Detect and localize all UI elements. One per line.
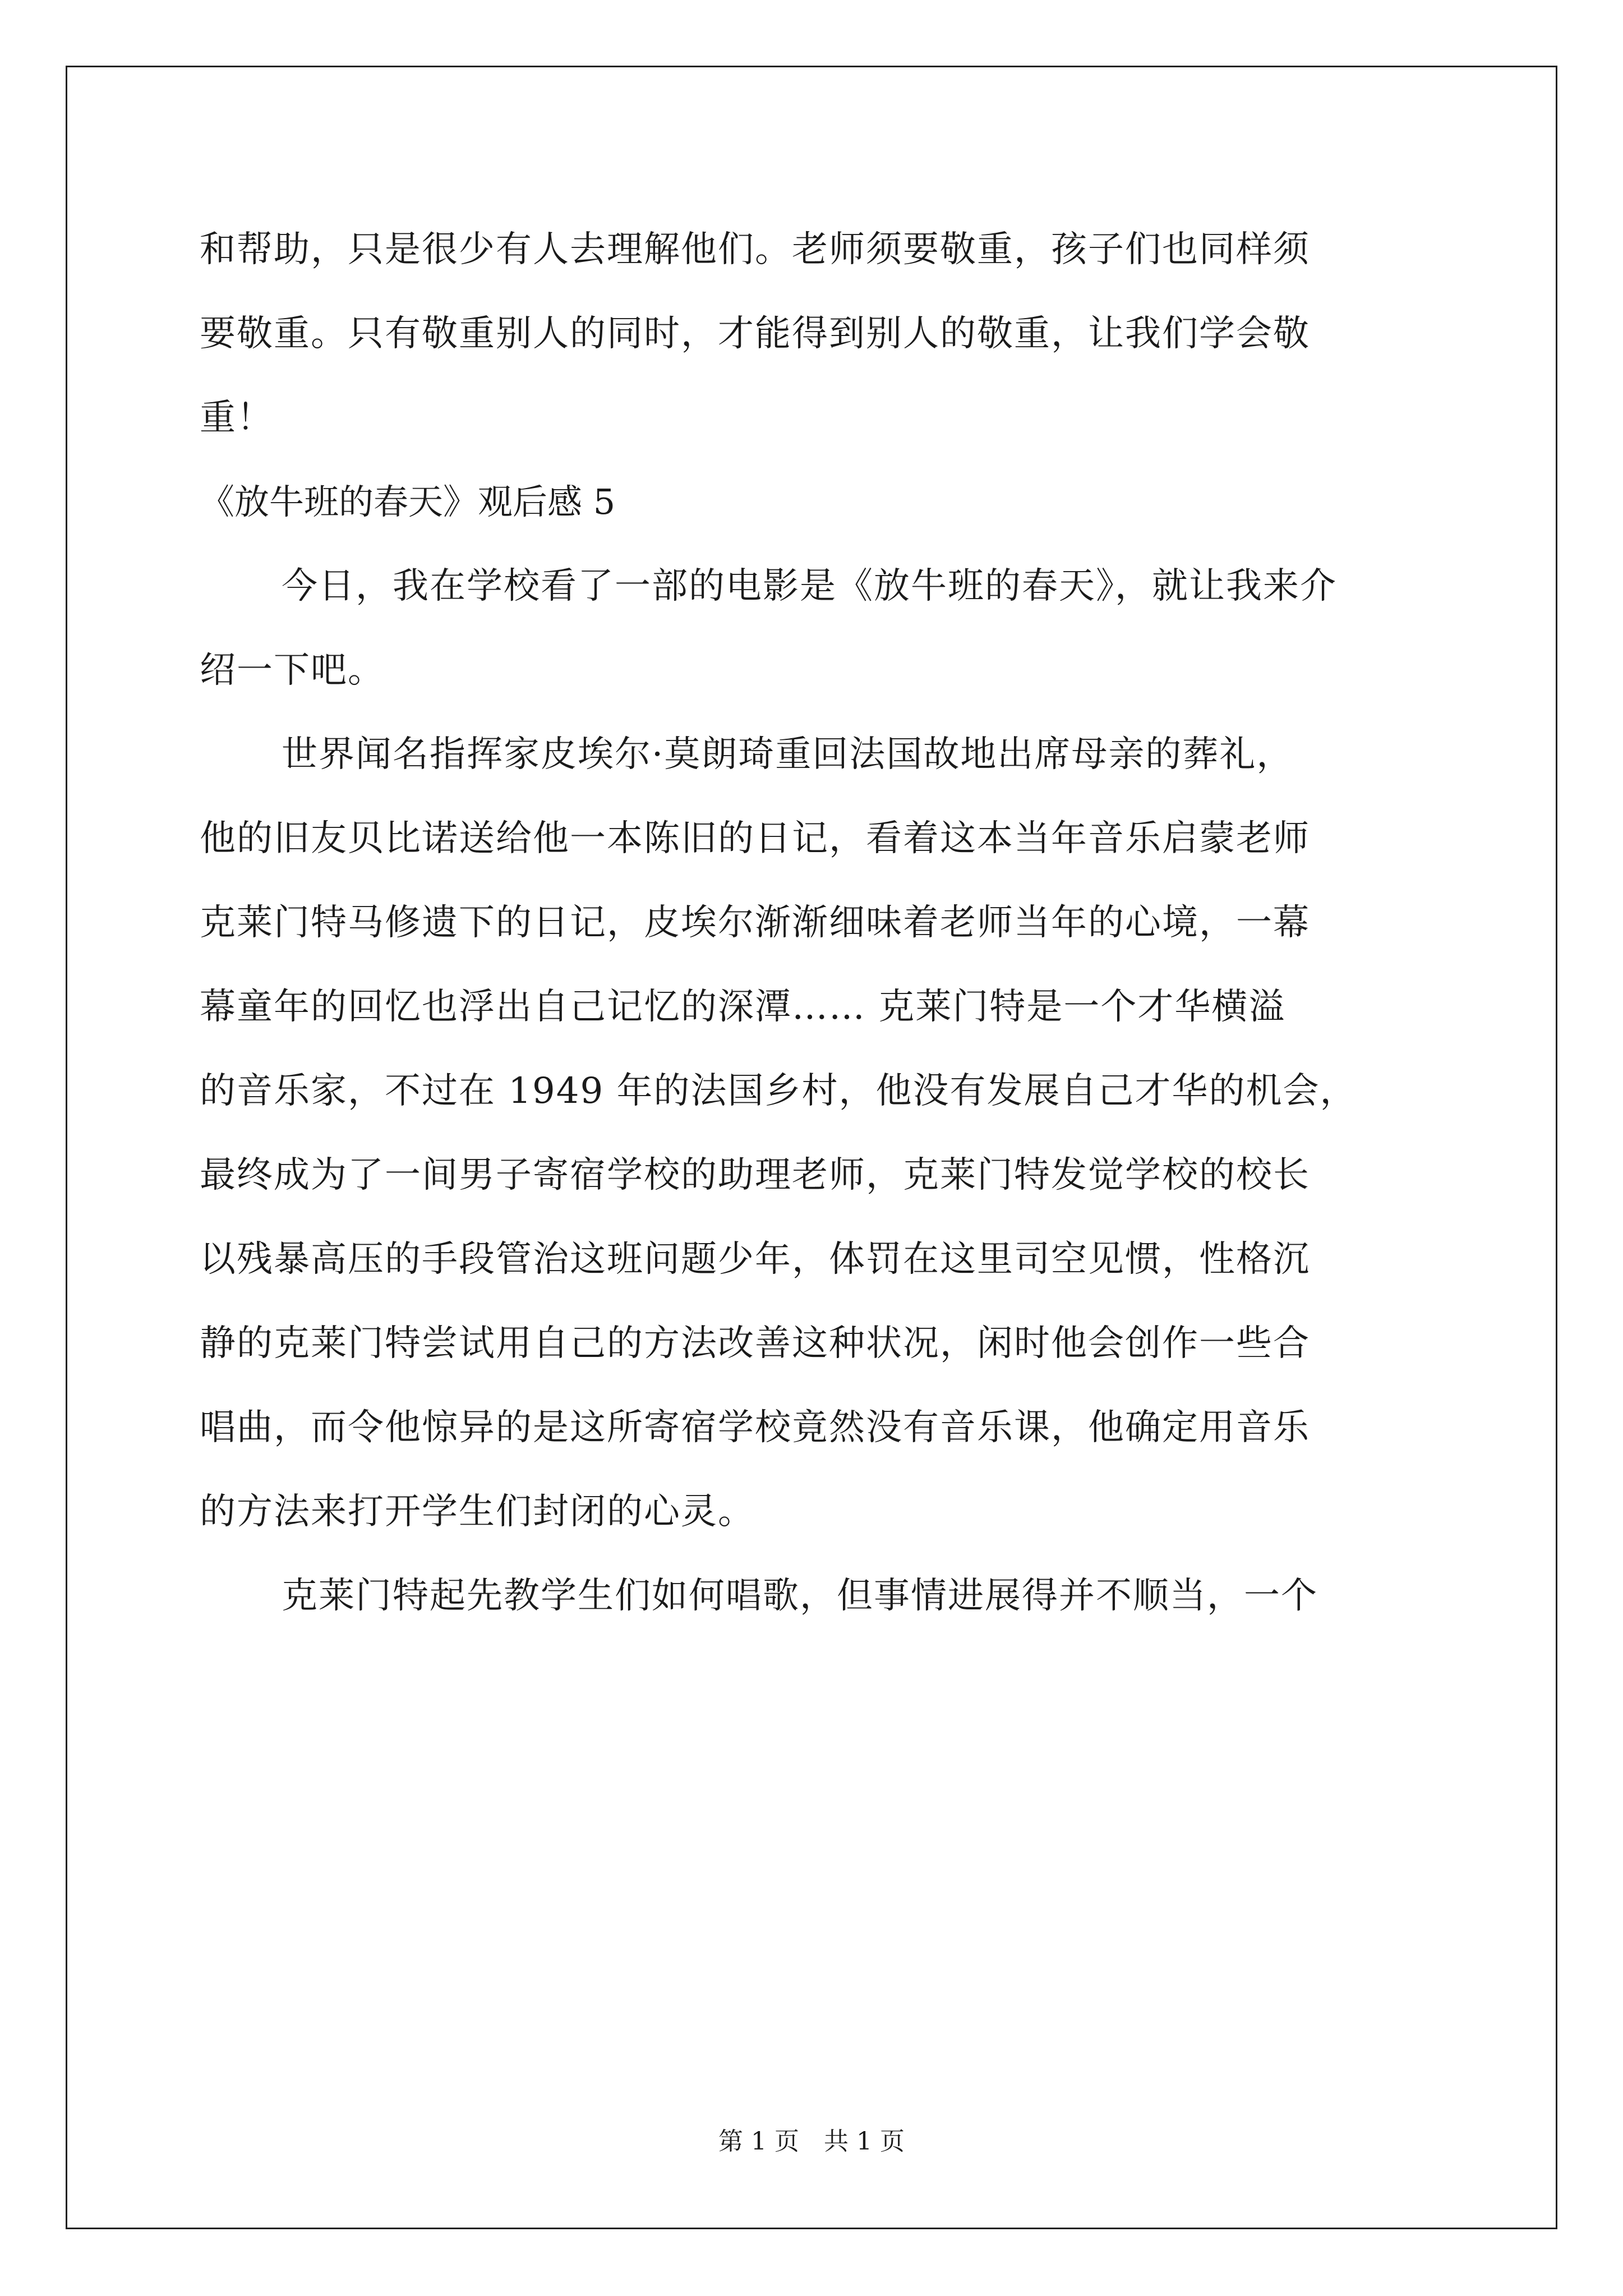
text-line: 最终成为了一间男子寄宿学校的助理老师，克莱门特发觉学校的校长: [200, 1154, 1310, 1196]
text-line: 的方法来打开学生们封闭的心灵。: [200, 1491, 755, 1533]
text-line: 以残暴高压的手段管治这班问题少年，体罚在这里司空见惯，性格沉: [200, 1239, 1310, 1280]
text-line: 和帮助，只是很少有人去理解他们。老师须要敬重，孩子们也同样须: [200, 229, 1310, 270]
text-line: 绍一下吧。: [200, 650, 385, 691]
section-heading: 《放牛班的春天》观后感 5: [200, 481, 616, 522]
paragraph-first-line: 今日，我在学校看了一部的电影是《放牛班的春天》，就让我来介: [282, 565, 1337, 607]
paragraph-first-line: 克莱门特起先教学生们如何唱歌，但事情进展得并不顺当，一个: [282, 1575, 1318, 1617]
document-body: [200, 208, 1456, 1638]
text-line: 幕童年的回忆也浮出自己记忆的深潭…… 克莱门特是一个才华横溢: [200, 986, 1286, 1028]
paragraph-first-line: 世界闻名指挥家皮埃尔·莫朗琦重回法国故地出席母亲的葬礼，: [282, 734, 1294, 775]
text-line: 的音乐家，不过在 1949 年的法国乡村，他没有发展自己才华的机会，: [200, 1070, 1357, 1112]
text-line: 他的旧友贝比诺送给他一本陈旧的日记，看着这本当年音乐启蒙老师: [200, 818, 1310, 859]
text-line: 克莱门特马修遗下的日记，皮埃尔渐渐细味着老师当年的心境，一幕: [200, 902, 1310, 944]
text-line: 重！: [200, 397, 274, 439]
text-line: 要敬重。只有敬重别人的同时，才能得到别人的敬重，让我们学会敬: [200, 313, 1310, 355]
text-line: 唱曲，而令他惊异的是这所寄宿学校竟然没有音乐课，他确定用音乐: [200, 1407, 1310, 1448]
page-number-footer: 第 1 页 共 1 页: [718, 2127, 905, 2156]
text-line: 静的克莱门特尝试用自己的方法改善这种状况，闲时他会创作一些合: [200, 1323, 1310, 1364]
